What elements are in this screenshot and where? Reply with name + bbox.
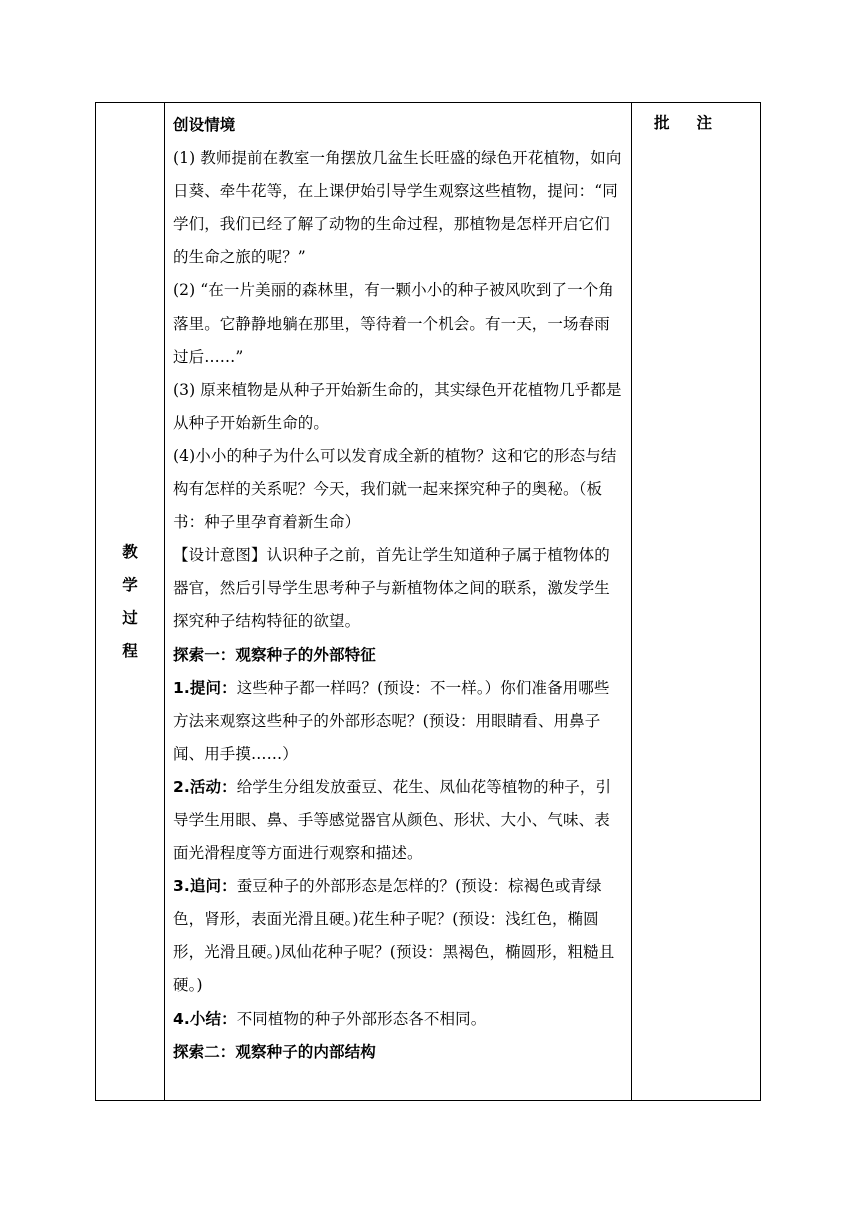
heading-explore-1: 探索一：观察种子的外部特征	[173, 645, 376, 664]
item-label: 1.提问：	[173, 678, 237, 697]
lesson-plan-table	[95, 102, 761, 1101]
item-followup	[173, 870, 624, 1002]
item-label: 4.小结：	[173, 1009, 237, 1028]
section-label-cell	[96, 103, 165, 1101]
section-label-char: 过	[122, 608, 138, 627]
item-text: 给学生分组发放蚕豆、花生、凤仙花等植物的种子，引导学生用眼、鼻、手等感觉器官从颜色、形状、大小、气味、表面光滑程度等方面进行观察和描述。	[173, 777, 612, 863]
paragraph-2: (2) “在一片美丽的森林里，有一颗小小的种子被风吹到了一个角落里。它静静地躺在那里，等待着一个机会。有一天，一场春雨过后……”	[173, 281, 614, 366]
item-text: 蚕豆种子的外部形态是怎样的？(预设：棕褐色或青绿色，肾形，表面光滑且硬。)花生种子呢？(预设：浅红色，椭圆形，光滑且硬。)凤仙花种子呢？(预设：黑褐色，椭圆形，粗糙且硬。)	[173, 877, 615, 995]
item-text: 这些种子都一样吗？(预设：不一样。）你们准备用哪些方法来观察这些种子的外部形态呢？(预设：用眼睛看、用鼻子闻、用手摸……）	[173, 678, 610, 763]
content-cell	[165, 103, 632, 1101]
lesson-content	[165, 103, 631, 1069]
item-label: 2.活动：	[173, 777, 237, 796]
paragraph-4: (4)小小的种子为什么可以发育成全新的植物？这和它的形态与结构有怎样的关系呢？今天，我们就一起来探究种子的奥秘。（板书：种子里孕育着新生命）	[173, 446, 617, 532]
section-label-char: 学	[122, 575, 138, 594]
design-intent: 【设计意图】认识种子之前，首先让学生知道种子属于植物体的器官，然后引导学生思考种子与新植物体之间的联系，激发学生探究种子结构特征的欲望。	[173, 546, 610, 631]
comment-cell	[632, 103, 761, 1101]
item-activity	[173, 771, 624, 870]
paragraph-3: (3) 原来植物是从种子开始新生命的，其实绿色开花植物几乎都是从种子开始新生命的。	[173, 380, 622, 432]
comment-header	[632, 103, 760, 133]
item-text: 不同植物的种子外部形态各不相同。	[236, 1009, 487, 1028]
section-label-char: 教	[122, 542, 138, 561]
section-label-char: 程	[122, 641, 138, 660]
comment-header-char: 批	[654, 114, 670, 132]
item-summary	[173, 1003, 624, 1036]
section-label	[122, 536, 138, 668]
heading-explore-2: 探索二：观察种子的内部结构	[173, 1042, 376, 1061]
item-label: 3.追问：	[173, 877, 237, 896]
comment-header-char: 注	[696, 114, 713, 132]
heading-scenario: 创设情境	[173, 116, 236, 134]
item-question	[173, 672, 624, 771]
paragraph-1: (1) 教师提前在教室一角摆放几盆生长旺盛的绿色开花植物，如向日葵、牵牛花等，在上课伊始引导学生观察这些植物，提问：“同学们，我们已经了解了动物的生命过程，那植物是怎样开启它们的生命之旅的呢？”	[173, 149, 622, 267]
